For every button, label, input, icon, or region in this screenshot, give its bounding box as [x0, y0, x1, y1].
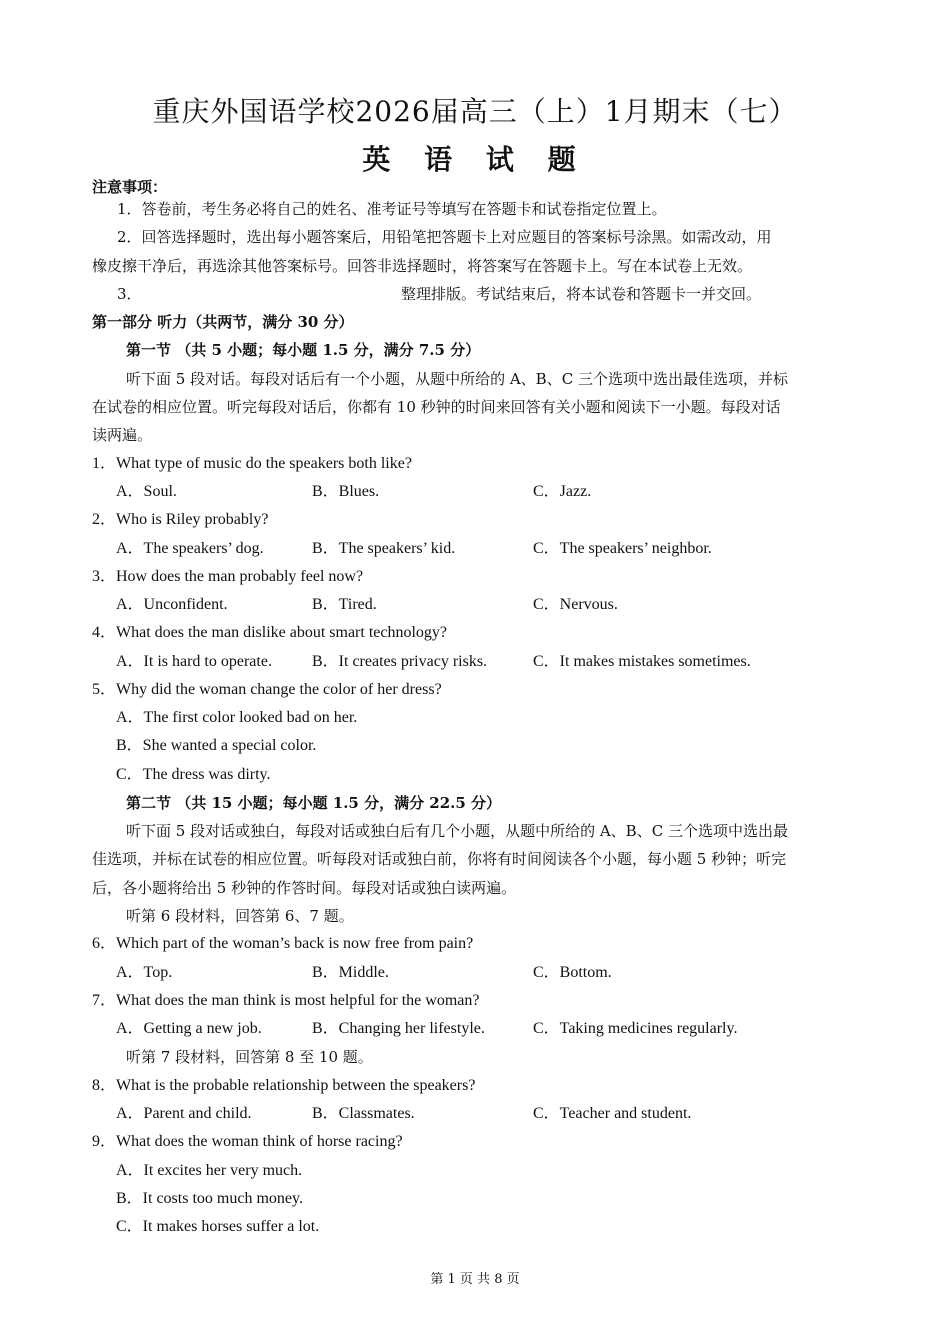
question-2-option-a: A．The speakers’ dog. [116, 540, 264, 557]
section1-instructions-line-1: 听下面 5 段对话。每段对话后有一个小题，从题中所给的 A、B、C 三个选项中选出最佳选项，并标 [126, 370, 788, 388]
question-8-stem: 8．What is the probable relationship between the speakers? [92, 1077, 476, 1094]
question-6-option-b: B．Middle. [312, 964, 389, 981]
question-6-option-c: C．Bottom. [533, 964, 612, 981]
notice-item-3-number: 3． [117, 285, 142, 303]
section1-instructions-line-2: 在试卷的相应位置。听完每段对话后，你都有 10 秒钟的时间来回答有关小题和阅读下一小题。每段对话 [92, 398, 781, 416]
notice-item-3-text: 整理排版。考试结束后，将本试卷和答题卡一并交回。 [401, 285, 762, 303]
question-3-option-c: C．Nervous. [533, 596, 618, 613]
question-9-stem: 9．What does the woman think of horse racing? [92, 1133, 403, 1150]
material-6-instruction: 听第 6 段材料，回答第 6、7 题。 [126, 907, 354, 925]
question-1-option-c: C．Jazz. [533, 483, 592, 500]
question-5-stem: 5．Why did the woman change the color of her dress? [92, 681, 442, 698]
question-1-option-b: B．Blues. [312, 483, 380, 500]
part1-heading: 第一部分 听力（共两节，满分 30 分） [92, 313, 354, 331]
question-4-option-c: C．It makes mistakes sometimes. [533, 653, 751, 670]
notice-item-2-line-1: 2．回答选择题时，选出每小题答案后，用铅笔把答题卡上对应题目的答案标号涂黑。如需改动，用 [117, 228, 772, 246]
section2-instructions-line-1: 听下面 5 段对话或独白，每段对话或独白后有几个小题，从题中所给的 A、B、C 三个选项中选出最 [126, 822, 788, 840]
question-9-option-a: A．It excites her very much. [116, 1162, 303, 1179]
page-number: 第 1 页 共 8 页 [430, 1272, 520, 1287]
exam-title: 重庆外国语学校2026届高三（上）1月期末（七） [152, 95, 798, 128]
section2-heading: 第二节 （共 15 小题；每小题 1.5 分，满分 22.5 分） [126, 794, 502, 812]
section1-heading: 第一节 （共 5 小题；每小题 1.5 分，满分 7.5 分） [126, 341, 481, 359]
question-7-stem: 7．What does the man think is most helpful for the woman? [92, 992, 480, 1009]
question-3-option-a: A．Unconfident. [116, 596, 228, 613]
question-5-option-a: A．The first color looked bad on her. [116, 709, 358, 726]
question-4-stem: 4．What does the man dislike about smart technology? [92, 624, 448, 641]
question-6-option-a: A．Top. [116, 964, 173, 981]
question-2-option-b: B．The speakers’ kid. [312, 540, 456, 557]
question-5-option-b: B．She wanted a special color. [116, 737, 317, 754]
question-7-option-b: B．Changing her lifestyle. [312, 1020, 485, 1037]
question-5-option-c: C．The dress was dirty. [116, 766, 271, 783]
subject-title: 英 语 试 题 [362, 143, 588, 176]
question-8-option-c: C．Teacher and student. [533, 1105, 692, 1122]
section2-instructions-line-3: 后，各小题将给出 5 秒钟的作答时间。每段对话或独白读两遍。 [92, 879, 517, 897]
question-1-option-a: A．Soul. [116, 483, 177, 500]
question-9-option-b: B．It costs too much money. [116, 1190, 303, 1207]
question-9-option-c: C．It makes horses suffer a lot. [116, 1218, 320, 1235]
question-4-option-b: B．It creates privacy risks. [312, 653, 488, 670]
section1-instructions-line-3: 读两遍。 [92, 426, 153, 444]
question-7-option-a: A．Getting a new job. [116, 1020, 262, 1037]
question-2-option-c: C．The speakers’ neighbor. [533, 540, 712, 557]
question-8-option-a: A．Parent and child. [116, 1105, 252, 1122]
question-3-option-b: B．Tired. [312, 596, 377, 613]
notice-item-1: 1．答卷前，考生务必将自己的姓名、准考证号等填写在答题卡和试卷指定位置上。 [117, 200, 667, 218]
question-7-option-c: C．Taking medicines regularly. [533, 1020, 738, 1037]
question-8-option-b: B．Classmates. [312, 1105, 415, 1122]
notice-heading: 注意事项： [92, 178, 168, 196]
section2-instructions-line-2: 佳选项，并标在试卷的相应位置。听每段对话或独白前，你将有时间阅读各个小题，每小题 5 秒钟；听完 [92, 850, 787, 868]
notice-item-2-line-2: 橡皮擦干净后，再选涂其他答案标号。回答非选择题时，将答案写在答题卡上。写在本试卷上无效。 [92, 257, 753, 275]
question-1-stem: 1．What type of music do the speakers both like? [92, 455, 412, 472]
question-2-stem: 2．Who is Riley probably? [92, 511, 269, 528]
question-6-stem: 6．Which part of the woman’s back is now free from pain? [92, 935, 474, 952]
material-7-instruction: 听第 7 段材料，回答第 8 至 10 题。 [126, 1048, 373, 1066]
question-3-stem: 3．How does the man probably feel now? [92, 568, 364, 585]
question-4-option-a: A．It is hard to operate. [116, 653, 272, 670]
